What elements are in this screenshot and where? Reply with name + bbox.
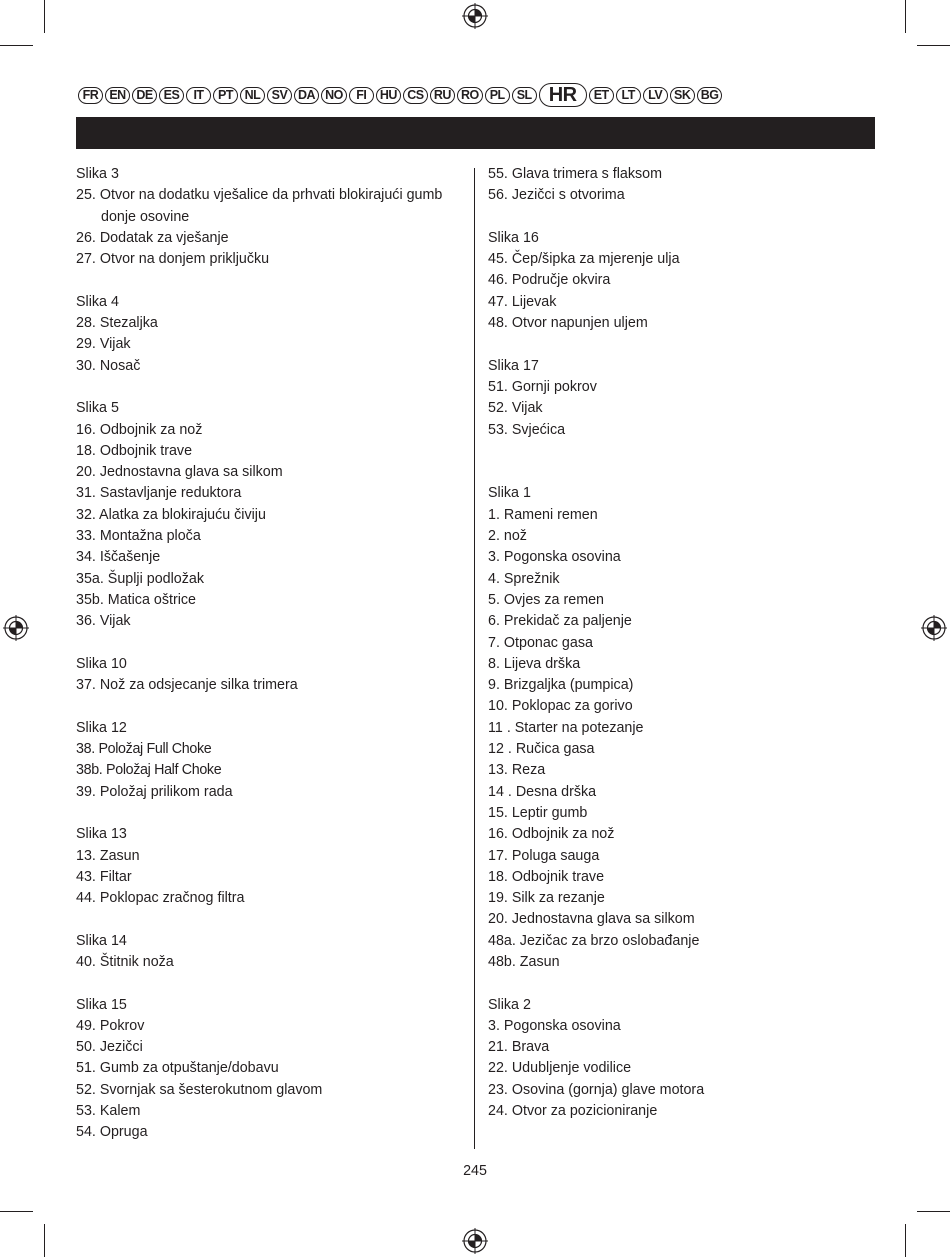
list-item: 34. Iščašenje [76, 549, 161, 566]
list-item: 52. Vijak [488, 400, 543, 417]
figure-heading: Slika 17 [488, 357, 539, 374]
list-item: 11 . Starter na potezanje [488, 719, 644, 736]
language-tab-sl: SL [512, 87, 537, 104]
list-item: 44. Poklopac zračnog filtra [76, 890, 245, 907]
spacer [76, 270, 468, 291]
list-item: 53. Kalem [76, 1103, 141, 1120]
list-item: 35b. Matica oštrice [76, 591, 196, 608]
language-tab-de: DE [132, 87, 157, 104]
list-item: 25. Otvor na dodatku vješalice da prhvati blokirajući gumb donje osovine [76, 187, 443, 225]
list-item: 54. Opruga [76, 1124, 148, 1141]
crop-mark-top-left-v [44, 0, 45, 33]
list-item: 32. Alatka za blokirajuću čiviju [76, 506, 266, 523]
list-item: 13. Zasun [76, 847, 140, 864]
language-tab-ru: RU [430, 87, 455, 104]
registration-mark-icon [462, 3, 488, 29]
list-item: 7. Otponac gasa [488, 634, 593, 651]
list-item: 5. Ovjes za remen [488, 591, 605, 608]
spacer [488, 441, 878, 484]
list-item: 38b. Položaj Half Choke [76, 762, 222, 779]
spacer [488, 334, 878, 355]
list-item: 47. Lijevak [488, 293, 557, 310]
list-item: 33. Montažna ploča [76, 528, 201, 545]
spacer [488, 973, 878, 994]
list-item: 40. Štitnik noža [76, 953, 174, 970]
spacer [76, 377, 468, 398]
list-item: 48. Otvor napunjen uljem [488, 315, 648, 332]
crop-mark-top-left-h [0, 45, 33, 46]
list-item: 3. Pogonska osovina [488, 549, 621, 566]
language-tab-cs: CS [403, 87, 428, 104]
list-item: 36. Vijak [76, 613, 131, 630]
figure-heading: Slika 5 [76, 400, 119, 417]
language-tab-fr: FR [78, 87, 103, 104]
list-item: 56. Jezičci s otvorima [488, 187, 625, 204]
language-tab-hu: HU [376, 87, 401, 104]
list-item: 29. Vijak [76, 336, 131, 353]
crop-mark-bottom-left-h [0, 1211, 33, 1212]
language-tab-pl: PL [485, 87, 510, 104]
spacer [76, 909, 468, 930]
language-tab-sv: SV [267, 87, 292, 104]
list-item: 24. Otvor za pozicioniranje [488, 1103, 658, 1120]
list-item: 50. Jezičci [76, 1039, 143, 1056]
list-item: 17. Poluga sauga [488, 847, 600, 864]
language-tab-da: DA [294, 87, 319, 104]
section-header-band [76, 117, 875, 149]
list-item: 16. Odbojnik za nož [488, 826, 615, 843]
list-item: 30. Nosač [76, 357, 141, 374]
list-item: 51. Gornji pokrov [488, 378, 597, 395]
spacer [76, 633, 468, 654]
list-item: 45. Čep/šipka za mjerenje ulja [488, 251, 680, 268]
figure-heading: Slika 2 [488, 996, 531, 1013]
language-tab-lt: LT [616, 87, 641, 104]
list-item: 46. Područje okvira [488, 272, 611, 289]
list-item: 18. Odbojnik trave [76, 442, 193, 459]
list-item: 13. Reza [488, 762, 546, 779]
list-item: 27. Otvor na donjem priključku [76, 251, 270, 268]
list-item: 20. Jednostavna glava sa silkom [488, 911, 695, 928]
list-item: 48a. Jezičac za brzo oslobađanje [488, 932, 700, 949]
list-item: 8. Lijeva drška [488, 655, 581, 672]
figure-heading: Slika 10 [76, 655, 127, 672]
figure-heading: Slika 3 [76, 166, 119, 182]
crop-mark-top-right-v [905, 0, 906, 33]
list-item: 6. Prekidač za paljenje [488, 613, 632, 630]
figure-heading: Slika 12 [76, 719, 127, 736]
list-item: 10. Poklopac za gorivo [488, 698, 633, 715]
crop-mark-bottom-right-h [917, 1211, 950, 1212]
page-number: 245 [463, 1163, 487, 1179]
language-tab-no: NO [321, 87, 347, 104]
list-item: 9. Brizgaljka (pumpica) [488, 677, 634, 694]
list-item: 35a. Šuplji podložak [76, 570, 204, 587]
list-item: 55. Glava trimera s flaksom [488, 166, 662, 182]
list-item: 2. nož [488, 528, 527, 545]
figure-heading: Slika 15 [76, 996, 127, 1013]
list-item: 52. Svornjak sa šesterokutnom glavom [76, 1081, 323, 1098]
list-item: 14 . Desna drška [488, 783, 597, 800]
list-item: 20. Jednostavna glava sa silkom [76, 464, 283, 481]
list-item: 38. Položaj Full Choke [76, 741, 212, 758]
crop-mark-bottom-left-v [44, 1224, 45, 1257]
language-tab-it: IT [186, 87, 211, 104]
list-item: 4. Sprežnik [488, 570, 560, 587]
list-item: 12 . Ručica gasa [488, 741, 595, 758]
registration-mark-icon [462, 1228, 488, 1254]
list-item: 49. Pokrov [76, 1017, 145, 1034]
language-tab-bg: BG [697, 87, 723, 104]
list-item: 37. Nož za odsjecanje silka trimera [76, 677, 298, 694]
language-tab-ro: RO [457, 87, 483, 104]
spacer [76, 696, 468, 717]
registration-mark-icon [3, 615, 29, 641]
figure-heading: Slika 13 [76, 826, 127, 843]
list-item: 19. Silk za rezanje [488, 890, 605, 907]
list-item: 18. Odbojnik trave [488, 868, 605, 885]
list-item: 16. Odbojnik za nož [76, 421, 203, 438]
spacer [488, 207, 878, 228]
language-tab-en: EN [105, 87, 130, 104]
registration-mark-icon [921, 615, 947, 641]
list-item: 43. Filtar [76, 868, 132, 885]
parts-list-left [76, 164, 468, 1144]
list-item: 1. Rameni remen [488, 506, 598, 523]
list-item: 26. Dodatak za vješanje [76, 229, 229, 246]
list-item: 28. Stezaljka [76, 315, 158, 332]
list-item: 3. Pogonska osovina [488, 1017, 621, 1034]
spacer [76, 973, 468, 994]
column-divider [474, 168, 475, 1149]
language-bar [78, 83, 878, 107]
list-item: 21. Brava [488, 1039, 550, 1056]
figure-heading: Slika 1 [488, 485, 531, 502]
language-tab-nl: NL [240, 87, 265, 104]
language-tab-et: ET [589, 87, 614, 104]
language-tab-sk: SK [670, 87, 695, 104]
language-tab-hr: HR [539, 83, 587, 107]
crop-mark-top-right-h [917, 45, 950, 46]
figure-heading: Slika 14 [76, 932, 127, 949]
language-tab-lv: LV [643, 87, 668, 104]
list-item: 23. Osovina (gornja) glave motora [488, 1081, 705, 1098]
list-item: 15. Leptir gumb [488, 804, 588, 821]
language-tab-fi: FI [349, 87, 374, 104]
parts-list-right [488, 164, 878, 1122]
figure-heading: Slika 4 [76, 293, 119, 310]
figure-heading: Slika 16 [488, 229, 539, 246]
list-item: 51. Gumb za otpuštanje/dobavu [76, 1060, 279, 1077]
language-tab-pt: PT [213, 87, 238, 104]
list-item: 31. Sastavljanje reduktora [76, 485, 242, 502]
list-item: 22. Udubljenje vodilice [488, 1060, 632, 1077]
language-tab-es: ES [159, 87, 184, 104]
list-item: 48b. Zasun [488, 953, 560, 970]
spacer [76, 803, 468, 824]
crop-mark-bottom-right-v [905, 1224, 906, 1257]
list-item: 39. Položaj prilikom rada [76, 783, 233, 800]
list-item: 53. Svjećica [488, 421, 566, 438]
